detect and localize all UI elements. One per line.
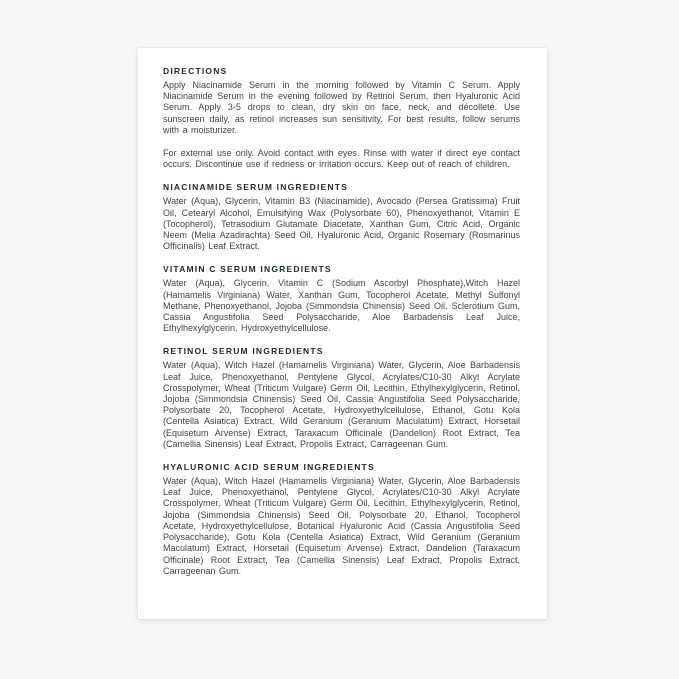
directions-heading: DIRECTIONS [163, 66, 228, 76]
directions-warning-paragraph: For external use only. Avoid contact with eyes. Rinse with water if direct eye contact occurs. Discontinue use if redness or irritation occurs. Keep out of reach of children. [163, 148, 520, 170]
niacinamide-ingredients-heading: NIACINAMIDE SERUM INGREDIENTS [163, 182, 348, 193]
niacinamide-ingredients-paragraph: Water (Aqua), Glycerin, Vitamin B3 (Niacinamide), Avocado (Persea Gratissima) Fruit Oil, Cetearyl Alcohol, Emulsifying Wax (Polysorbate 60), Phenoxyethanol, Vitamin E (Tocopherol), Tetrasodium Glutamate Diacetate, Xanthan Gum, Citric Acid, Organic Neem (Melia Azadirachta) Seed Oil, Hyaluronic Acid, Organic Rosemary (Rosmarinus Officinalis) Leaf Extract. [163, 196, 520, 252]
section-hyaluronic-acid-ingredients [163, 462, 520, 577]
serum-ingredients-label-card [138, 48, 547, 619]
section-niacinamide-ingredients [163, 182, 520, 252]
retinol-ingredients-heading: RETINOL SERUM INGREDIENTS [163, 346, 324, 357]
retinol-ingredients-paragraph: Water (Aqua), Witch Hazel (Hamamelis Virginiana) Water, Glycerin, Aloe Barbadensis Leaf Juice, Phenoxyethanol, Pentylene Glycol, Acrylates/C10-30 Alkyl Acrylate Crosspolymer, Wheat (Triticum Vulgare) Germ Oil, Lecithin, Ethylhexylglycerin, Retinol, Jojoba (Simmondsia Chinensis) Seed Oil, Cassia Angustifolia Seed Polysaccharide, Polysorbate 20, Tocopherol Acetate, Hydroxyethylcellulose, Ethanol, Gotu Kola (Centella Asiatica) Extract, Wild Geranium (Geranium Maculatum) Extract, Horsetail (Equisetum Arvense) Extract, Taraxacum Officinale (Dandelion) Root Extract, Tea (Camellia Sinensis) Leaf Extract, Propolis Extract, Carrageenan Gum. [163, 360, 520, 449]
vitamin-c-ingredients-heading: VITAMIN C SERUM INGREDIENTS [163, 264, 332, 275]
hyaluronic-acid-ingredients-heading: HYALURONIC ACID SERUM INGREDIENTS [163, 462, 375, 473]
vitamin-c-ingredients-paragraph: Water (Aqua), Glycerin, Vitamin C (Sodium Ascorbyl Phosphate),Witch Hazel (Hamamelis Virginiana) Water, Xanthan Gum, Tocopherol Acetate, Methyl Sulfonyl Methane, Phenoxyethanol, Jojoba (Simmondsia Chinensis) Seed Oil, Sclerotium Gum, Cassia Angustifolia Seed Polysaccharide, Aloe Barbadensis Leaf Juice, Ethylhexylglycerin, Hydroxyethylcellulose. [163, 278, 520, 334]
section-vitamin-c-ingredients [163, 264, 520, 334]
hyaluronic-acid-ingredients-paragraph: Water (Aqua), Witch Hazel (Hamamelis Virginiana) Water, Glycerin, Aloe Barbadensis Leaf Juice, Phenoxyethanol, Pentylene Glycol, Acrylates/C10-30 Alkyl Acrylate Crosspolymer, Wheat (Triticum Vulgare) Germ Oil, Lecithin, Ethylhexylglycerin, Retinol, Jojoba (Simmondsia Chinensis) Seed Oil, Polysorbate 20, Ethanol, Tocopherol Acetate, Hydroxyethylcellulose, Botanical Hyaluronic Acid (Cassia Angustifolia Seed Polysaccharide), Gotu Kola (Centella Asiatica) Extract, Wild Geranium (Geranium Maculatum) Extract, Horsetail (Equisetum Arvense) Extract, Dandelion (Taraxacum Officinale) Root Extract, Tea (Camellia Sinensis) Leaf Extract, Propolis Extract, Carrageenan Gum. [163, 476, 520, 576]
section-directions [163, 66, 520, 170]
directions-usage-paragraph: Apply Niacinamide Serum in the morning followed by Vitamin C Serum. Apply Niacinamide Serum in the evening followed by Retinol Serum, then Hyaluronic Acid Serum. Apply 3-5 drops to clean, dry skin on face, neck, and décolleté. Use sunscreen daily, as retinol increases sun sensitivity. For best results, follow serums with a moisturizer. [163, 80, 520, 135]
section-retinol-ingredients [163, 346, 520, 450]
